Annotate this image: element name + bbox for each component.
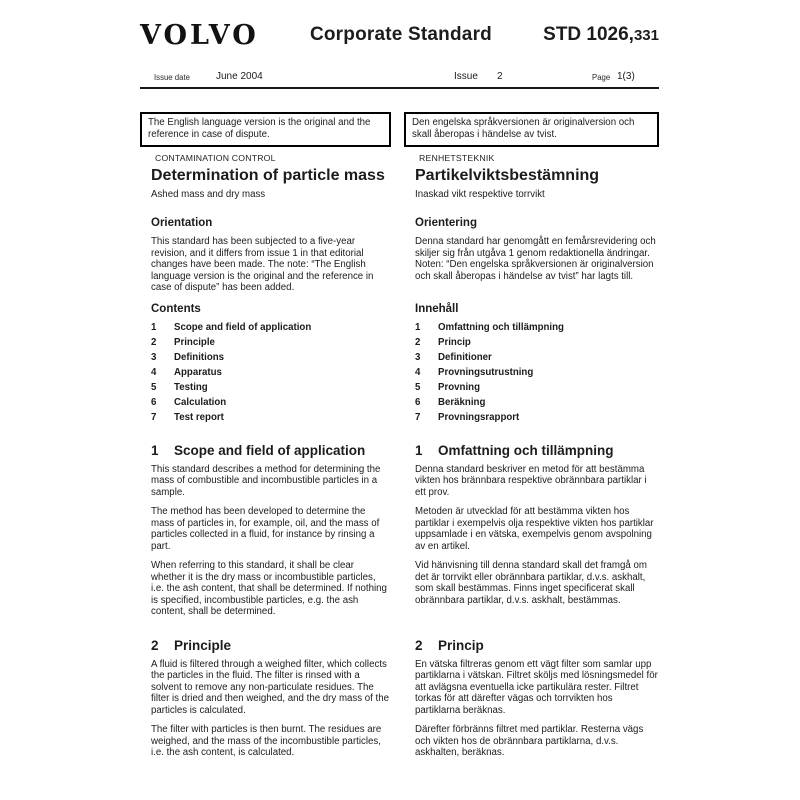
- page-value: 1(3): [617, 71, 635, 82]
- section-title: Princip: [438, 637, 484, 653]
- toc-item-number: 1: [151, 321, 157, 333]
- section-paragraph: A fluid is filtered through a weighed filter, which collects the particles in the fluid. The filter is rinsed with a solvent to remove any non-particulate residues. The filter is dried and then weighed, and the dry mass of the particles is calculated.: [151, 658, 390, 716]
- bilingual-columns: [140, 112, 659, 769]
- section-paragraph: When referring to this standard, it shall be clear whether it is the dry mass or incombustible particles, i.e. the ash content, that shall be determined. If nothing is specified, incombustible particles, e.g. the ash content, shall be determined.: [151, 560, 387, 618]
- section-1-heading-en: [151, 443, 391, 458]
- document-type-title: Corporate Standard: [309, 24, 492, 45]
- toc-item-label: Beräkning: [438, 396, 486, 408]
- toc-item-number: 3: [415, 351, 421, 363]
- section-2-heading-sv: [415, 638, 659, 653]
- section-2-en: [140, 628, 391, 767]
- language-note-box-en: The English language version is the original and the reference in case of dispute.: [140, 112, 391, 147]
- issue-value: 2: [497, 71, 503, 82]
- section-1-sv: [404, 433, 659, 615]
- section-1-heading-sv: [415, 443, 659, 458]
- toc-item-label: Provning: [438, 381, 480, 393]
- toc-item-number: 6: [415, 396, 421, 408]
- volvo-logo: VOLVO: [140, 19, 259, 51]
- toc-item-label: Omfattning och tillämpning: [438, 321, 564, 333]
- orientation-section-sv: [404, 217, 659, 290]
- section-title: Scope and field of application: [174, 442, 366, 458]
- contents-section-sv: [404, 303, 659, 427]
- standard-number-suffix: 331: [633, 27, 659, 44]
- section-1-en: [140, 433, 391, 626]
- section-paragraph: The filter with particles is then burnt. The residues are weighed, and the mass of the incombustible particles, i.e. the ash content, is calculated.: [151, 724, 382, 759]
- toc-item-label: Apparatus: [174, 366, 222, 378]
- section-paragraph: This standard describes a method for determining the mass of combustible and incombustible particles in a sample.: [151, 463, 381, 498]
- toc-item-number: 5: [415, 381, 421, 393]
- orientation-paragraph-sv: Denna standard har genomgått en femårsrevidering och skiljer sig från utgåva 1 genom redaktionella ändringar. Noten: “Den engelska språkversionen är originalversion och skall åberopas i händelse av tvist” har lagts till.: [415, 236, 656, 282]
- toc-item: [415, 382, 659, 397]
- section-2-sv: [404, 628, 659, 767]
- toc-item-number: 4: [151, 366, 157, 378]
- toc-item-label: Scope and field of application: [174, 321, 312, 333]
- toc-item-number: 6: [151, 396, 157, 408]
- category-label-en: CONTAMINATION CONTROL: [155, 153, 276, 164]
- section-title: Omfattning och tillämpning: [438, 442, 614, 458]
- toc-item-number: 3: [151, 351, 157, 363]
- toc-item-label: Testing: [174, 381, 208, 393]
- header-divider-line: [140, 87, 659, 89]
- toc-item-label: Princip: [438, 336, 471, 348]
- issue-date-value: June 2004: [216, 71, 263, 82]
- orientation-section-en: [140, 217, 391, 302]
- toc-item: [151, 367, 391, 382]
- toc-item-label: Definitioner: [438, 351, 492, 363]
- section-2-heading-en: [151, 638, 391, 653]
- toc-item: [151, 337, 391, 352]
- toc-item-number: 7: [151, 411, 157, 423]
- standard-number: [543, 24, 659, 46]
- section-paragraph: Vid hänvisning till denna standard skall det framgå om det är torrvikt eller obrännbara partiklar, d.v.s. askhalt, som skall bestämmas. Finns inget specificerat skall obrännbara partiklar, d.v.s. askhalt, bestämmas.: [415, 560, 647, 606]
- toc-item-number: 2: [151, 336, 157, 348]
- language-note-box-sv: Den engelska språkversionen är originalversion och skall åberopas i händelse av tvist.: [404, 112, 659, 147]
- toc-item-label: Principle: [174, 336, 215, 348]
- toc-item: [415, 337, 659, 352]
- toc-item: [415, 352, 659, 367]
- contents-heading-en: Contents: [151, 302, 201, 315]
- toc-item-label: Test report: [174, 411, 224, 423]
- document-header: [140, 12, 659, 58]
- toc-item-number: 5: [151, 381, 157, 393]
- toc-item: [151, 397, 391, 412]
- section-paragraph: The method has been developed to determine the mass of particles in, for example, oil, and the mass of particles collected in a fluid, for instance by rinsing a part.: [151, 506, 380, 552]
- document-subtitle-en: Ashed mass and dry mass: [151, 189, 266, 201]
- toc-item-label: Provningsutrustning: [438, 366, 534, 378]
- toc-item: [415, 322, 659, 337]
- document-title-en: Determination of particle mass: [151, 167, 385, 185]
- category-label-sv: RENHETSTEKNIK: [419, 153, 495, 164]
- document-page: [140, 12, 659, 769]
- section-title: Principle: [174, 637, 232, 653]
- toc-item-label: Provningsrapport: [438, 411, 520, 423]
- section-paragraph: Metoden är utvecklad för att bestämma vikten hos partiklar i exempelvis olja respektive vikten hos partiklar uppsamlade i en vätska, exempelvis genom avspolning av en artikel.: [415, 506, 654, 552]
- issue-date-label: Issue date: [154, 73, 190, 82]
- toc-item-number: 7: [415, 411, 421, 423]
- standard-number-main: STD 1026,: [543, 24, 634, 45]
- contents-section-en: [140, 303, 391, 427]
- section-paragraph: Därefter förbränns filtret med partiklar. Resterna vägs och vikten hos de obrännbara partiklarna, d.v.s. askhalten, beräknas.: [415, 724, 644, 759]
- section-paragraph: Denna standard beskriver en metod för att bestämma vikten hos brännbara respektive obrännbara partiklar i ett prov.: [415, 463, 647, 498]
- contents-heading-sv: Innehåll: [415, 302, 459, 315]
- issue-info-row: [140, 68, 659, 82]
- orientation-heading-sv: Orientering: [415, 217, 477, 230]
- toc-item-number: 2: [415, 336, 421, 348]
- issue-label: Issue: [454, 71, 478, 82]
- document-title-sv: Partikelviktsbestämning: [415, 167, 600, 185]
- orientation-heading-en: Orientation: [151, 217, 213, 230]
- section-paragraph: En vätska filtreras genom ett vägt filter som samlar upp partiklarna i vätskan. Filtret sköljs med lösningsmedel för att avlägsna eventuella icke partikulära rester. Filtret torkas för att därefter vägas och torrvikten hos partiklarna beräknas.: [415, 658, 658, 716]
- toc-item: [151, 412, 391, 427]
- toc-item: [415, 412, 659, 427]
- document-subtitle-sv: Inaskad vikt respektive torrvikt: [415, 189, 545, 201]
- toc-item-label: Calculation: [174, 396, 227, 408]
- toc-item-number: 4: [415, 366, 421, 378]
- toc-item: [151, 322, 391, 337]
- section-number: 2: [415, 637, 423, 653]
- orientation-paragraph-en: This standard has been subjected to a five-year revision, and it differs from issue 1 in that editorial changes have been made. The note: “The English language version is the original and the reference in case of dispute” has been added.: [151, 236, 374, 294]
- toc-item: [415, 397, 659, 412]
- toc-item-label: Definitions: [174, 351, 225, 363]
- section-number: 1: [151, 442, 159, 458]
- section-number: 1: [415, 442, 423, 458]
- page-label: Page: [592, 73, 611, 82]
- toc-item-number: 1: [415, 321, 421, 333]
- toc-item: [415, 367, 659, 382]
- section-number: 2: [151, 637, 159, 653]
- toc-item: [151, 352, 391, 367]
- toc-item: [151, 382, 391, 397]
